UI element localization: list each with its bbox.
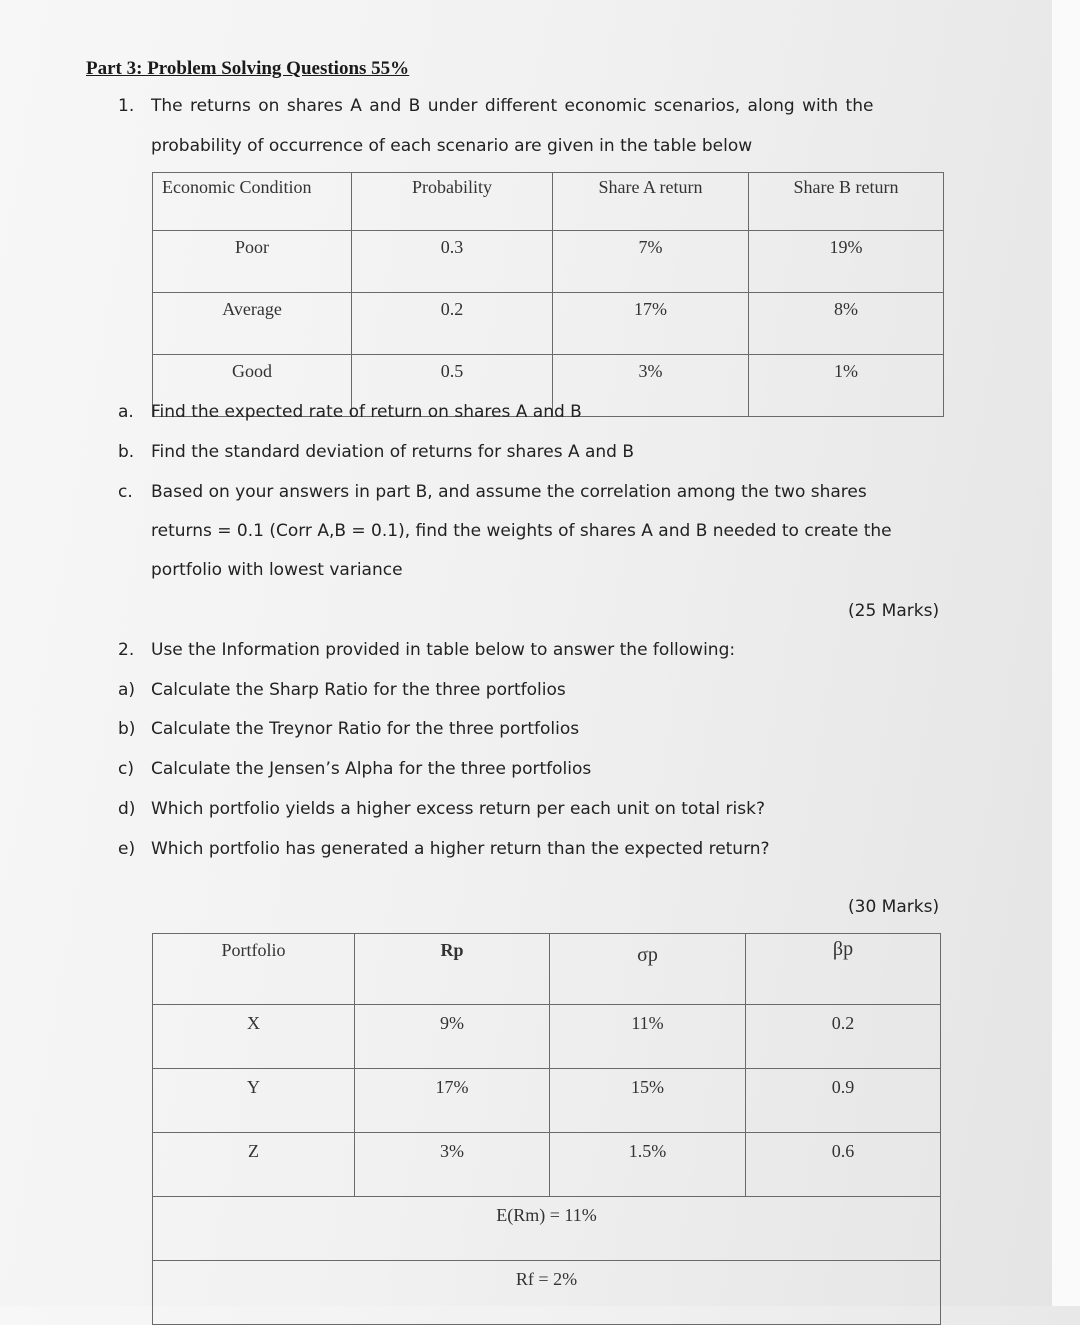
q1-text-line1: The returns on shares A and B under different economic scenarios, along with the (151, 96, 874, 116)
q1-number: 1. (118, 96, 135, 116)
q2-part-c-text: Calculate the Jensen’s Alpha for the three portfolios (151, 759, 592, 779)
q1-part-c-text: Based on your answers in part B, and assume the correlation among the two shares (151, 482, 867, 502)
q1-part-b-label: b. (118, 442, 135, 462)
table-cell: 3% (355, 1133, 550, 1197)
q2-part-d-text: Which portfolio yields a higher excess return per each unit on total risk? (151, 799, 765, 819)
table-cell: 7% (553, 231, 749, 293)
header-sigma-p: σp (550, 934, 746, 1005)
table-cell: Average (153, 293, 352, 355)
q2-intro: Use the Information provided in table below to answer the following: (151, 640, 736, 660)
q1-part-b-text: Find the standard deviation of returns for shares A and B (151, 442, 635, 462)
table-cell: 0.2 (352, 293, 553, 355)
table-row (153, 1133, 941, 1197)
table-cell: X (153, 1005, 355, 1069)
q2-part-a-text: Calculate the Sharp Ratio for the three portfolios (151, 680, 566, 700)
header-economic-condition: Economic Condition (153, 173, 352, 231)
q1-part-a-text: Find the expected rate of return on shares A and B (151, 402, 582, 422)
table-cell: 17% (355, 1069, 550, 1133)
returns-table (152, 172, 944, 417)
table-cell: 9% (355, 1005, 550, 1069)
table-cell: 0.5 (352, 355, 553, 417)
table-cell: 17% (553, 293, 749, 355)
table-cell: Z (153, 1133, 355, 1197)
table-cell: 1.5% (550, 1133, 746, 1197)
table-cell: 19% (749, 231, 944, 293)
table-header-row (153, 173, 944, 231)
header-share-b-return: Share B return (749, 173, 944, 231)
table-cell: 1% (749, 355, 944, 417)
portfolio-table (152, 933, 941, 1325)
table-row (153, 231, 944, 293)
table-row (153, 1069, 941, 1133)
table-row (153, 1197, 941, 1261)
table-cell: 15% (550, 1069, 746, 1133)
q2-number: 2. (118, 640, 135, 660)
table-cell: 0.3 (352, 231, 553, 293)
q2-part-d-label: d) (118, 799, 136, 819)
q1-part-a-label: a. (118, 402, 134, 422)
table-cell: 0.6 (746, 1133, 941, 1197)
q1-part-c-line2: returns = 0.1 (Corr A,B = 0.1), find the weights of shares A and B needed to create the (151, 521, 892, 541)
q2-part-a-label: a) (118, 680, 136, 700)
table-row (153, 293, 944, 355)
market-return-cell: E(Rm) = 11% (153, 1197, 941, 1261)
page-title: Part 3: Problem Solving Questions 55% (86, 58, 410, 79)
table-cell: 3% (553, 355, 749, 417)
q2-part-e-label: e) (118, 839, 136, 859)
table-cell: 0.2 (746, 1005, 941, 1069)
header-beta-p: βp (746, 934, 941, 1005)
header-portfolio: Portfolio (153, 934, 355, 1005)
q2-part-c-label: c) (118, 759, 134, 779)
table-row (153, 1261, 941, 1325)
table-header-row (153, 934, 941, 1005)
table-cell: Y (153, 1069, 355, 1133)
table-cell: Good (153, 355, 352, 417)
header-share-a-return: Share A return (553, 173, 749, 231)
risk-free-cell: Rf = 2% (153, 1261, 941, 1325)
q2-marks: (30 Marks) (848, 897, 940, 917)
q2-part-b-text: Calculate the Treynor Ratio for the three portfolios (151, 719, 580, 739)
q1-part-c-line3: portfolio with lowest variance (151, 560, 403, 580)
header-probability: Probability (352, 173, 553, 231)
table-cell: 0.9 (746, 1069, 941, 1133)
q1-marks: (25 Marks) (848, 601, 940, 621)
header-rp: Rp (355, 934, 550, 1005)
table-cell: 11% (550, 1005, 746, 1069)
q1-part-c-label: c. (118, 482, 133, 502)
q1-text-line2: probability of occurrence of each scenario are given in the table below (151, 136, 753, 156)
q2-part-b-label: b) (118, 719, 136, 739)
q2-part-e-text: Which portfolio has generated a higher return than the expected return? (151, 839, 770, 859)
table-cell: 8% (749, 293, 944, 355)
table-row (153, 1005, 941, 1069)
page-edge (1052, 0, 1080, 1306)
table-cell: Poor (153, 231, 352, 293)
